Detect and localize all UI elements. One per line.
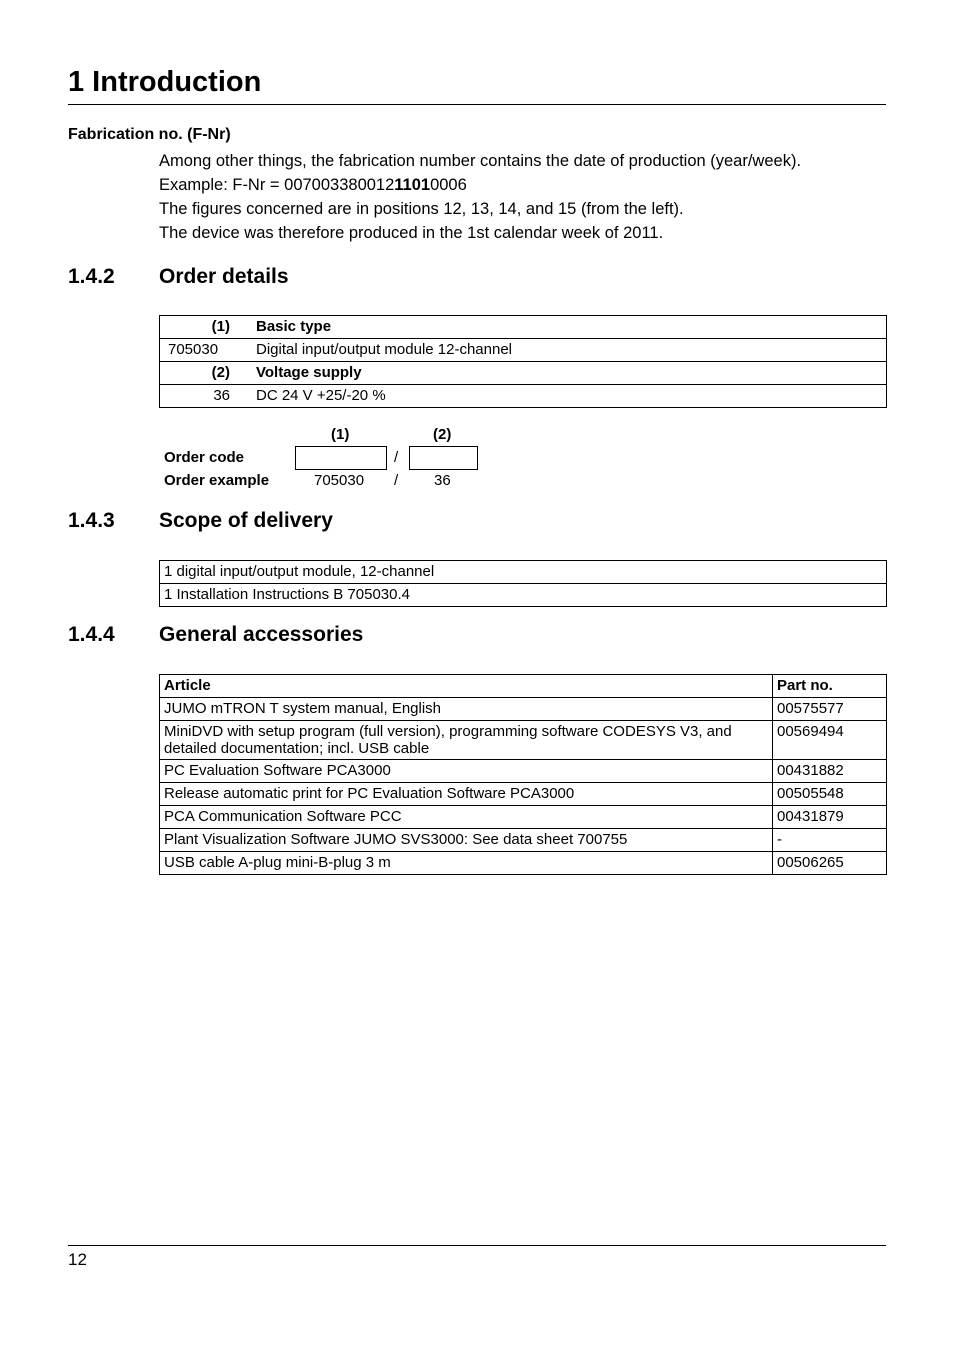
order-text-cell: DC 24 V +25/-20 %: [256, 385, 887, 408]
order-code-voltage-field[interactable]: [409, 446, 478, 470]
fabrication-example-date: 1101: [394, 176, 431, 194]
order-code-cell: (2): [160, 362, 257, 385]
table-row: [160, 760, 887, 783]
part-no-cell: 00506265: [773, 852, 887, 875]
part-no-cell: 00431879: [773, 806, 887, 829]
order-example-label: Order example: [164, 472, 270, 489]
column-header-part-no: Part no.: [773, 675, 887, 698]
order-code-cell: (1): [160, 316, 257, 339]
article-cell: PCA Communication Software PCC: [160, 806, 773, 829]
table-row: [160, 362, 887, 385]
scope-item: 1 Installation Instructions B 705030.4: [160, 584, 887, 607]
order-code-col2-header: (2): [433, 426, 452, 443]
table-row: [160, 385, 887, 408]
chapter-divider: [68, 104, 886, 105]
section-number-scope: 1.4.3: [68, 509, 115, 532]
section-title-scope: Scope of delivery: [159, 509, 333, 532]
part-no-cell: 00431882: [773, 760, 887, 783]
scope-of-delivery-table: [159, 560, 887, 607]
fabrication-line-3: The figures concerned are in positions 12, 13, 14, and 15 (from the left).: [159, 200, 684, 218]
article-cell: Release automatic print for PC Evaluation Software PCA3000: [160, 783, 773, 806]
part-no-cell: -: [773, 829, 887, 852]
section-number-accessories: 1.4.4: [68, 623, 115, 646]
table-row: [160, 698, 887, 721]
part-no-cell: 00575577: [773, 698, 887, 721]
fabrication-example-suffix: 0006: [430, 176, 467, 194]
table-header-row: [160, 675, 887, 698]
table-row: [160, 852, 887, 875]
table-row: [160, 721, 887, 760]
order-code-cell: 36: [160, 385, 257, 408]
table-row: [160, 783, 887, 806]
order-example-separator: /: [394, 472, 399, 489]
order-details-table: [159, 315, 887, 408]
order-text-cell: Basic type: [256, 316, 887, 339]
article-cell: MiniDVD with setup program (full version), programming software CODESYS V3, and detailed documentation; incl. USB cable: [160, 721, 773, 760]
chapter-title: 1 Introduction: [68, 66, 262, 98]
order-code-cell: 705030: [160, 339, 257, 362]
table-row: [160, 339, 887, 362]
section-title-order: Order details: [159, 265, 289, 288]
order-code-col1-header: (1): [331, 426, 350, 443]
table-row: [160, 561, 887, 584]
order-example-voltage: 36: [434, 472, 451, 489]
order-code-separator: /: [394, 449, 399, 466]
table-row: [160, 316, 887, 339]
article-cell: JUMO mTRON T system manual, English: [160, 698, 773, 721]
section-number-order: 1.4.2: [68, 265, 115, 288]
article-cell: USB cable A-plug mini-B-plug 3 m: [160, 852, 773, 875]
order-text-cell: Digital input/output module 12-channel: [256, 339, 887, 362]
fabrication-line-4: The device was therefore produced in the 1st calendar week of 2011.: [159, 224, 664, 242]
article-cell: Plant Visualization Software JUMO SVS3000: See data sheet 700755: [160, 829, 773, 852]
order-example-basic-type: 705030: [314, 472, 365, 489]
order-code-basic-type-field[interactable]: [295, 446, 387, 470]
fabrication-example: [159, 173, 801, 197]
order-text-cell: Voltage supply: [256, 362, 887, 385]
page-number: 12: [68, 1250, 87, 1269]
scope-item: 1 digital input/output module, 12-channel: [160, 561, 887, 584]
part-no-cell: 00505548: [773, 783, 887, 806]
fabrication-line-1: Among other things, the fabrication number contains the date of production (year/week).: [159, 152, 802, 170]
footer-divider: [68, 1245, 886, 1246]
fabrication-example-prefix: Example: F-Nr = 007003380012: [159, 176, 395, 194]
table-row: [160, 806, 887, 829]
part-no-cell: 00569494: [773, 721, 887, 760]
table-row: [160, 829, 887, 852]
accessories-table: [159, 674, 887, 875]
order-code-label: Order code: [164, 449, 245, 466]
column-header-article: Article: [160, 675, 773, 698]
table-row: [160, 584, 887, 607]
article-cell: PC Evaluation Software PCA3000: [160, 760, 773, 783]
section-title-accessories: General accessories: [159, 623, 364, 646]
fabrication-heading: Fabrication no. (F-Nr): [68, 126, 231, 143]
fabrication-description: [159, 149, 801, 245]
